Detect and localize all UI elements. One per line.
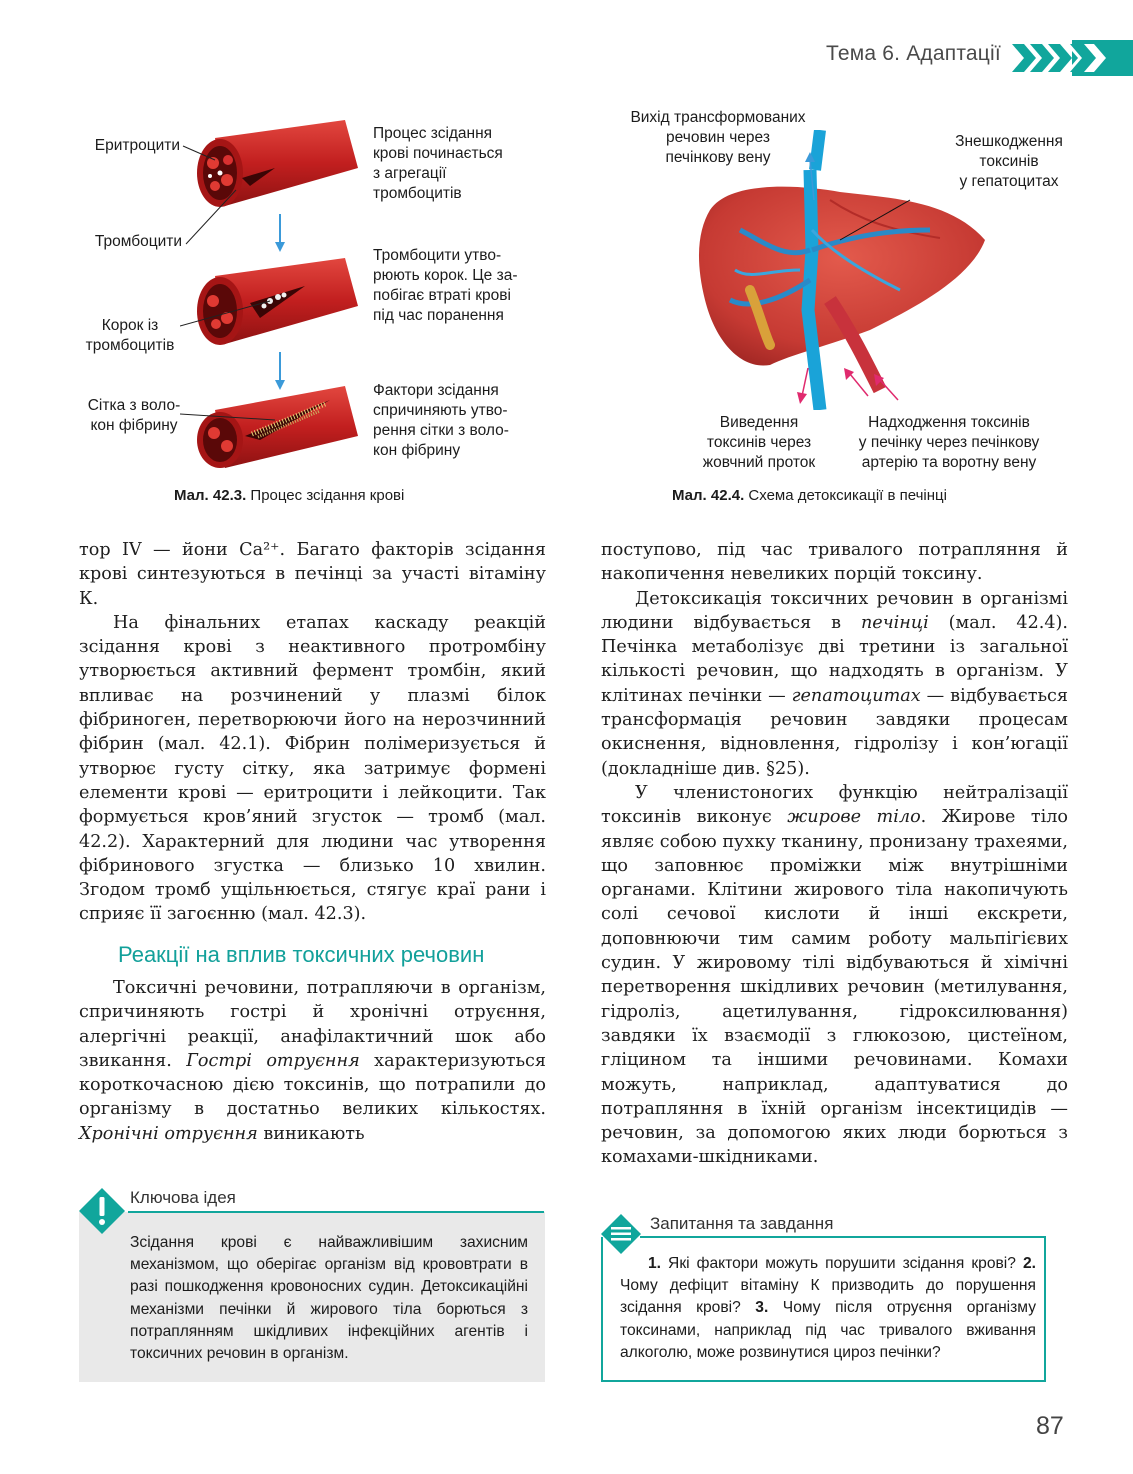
chapter-title: Тема 6. Адаптації (826, 42, 1001, 65)
label-thrombocytes: Тромбоцити (94, 233, 182, 250)
label-exit-hepatic-vein: Вихід трансформованих речовин через печінкову вену (630, 109, 806, 166)
vessel-stage-1 (197, 120, 358, 207)
chevron-banner-icon (1010, 40, 1133, 76)
left-column (79, 538, 546, 927)
paragraph: Токсичні речовини, потрапляючи в організм, спричиняють гострі й хронічні отруєння, алергічні реакції, анафілактичний шок або звикання. Гострі отруєння характеризуються короткочасною дією токсинів, що потрапили до організму в достатньо великих кількостях. Хронічні отруєння виникають (79, 978, 546, 1144)
questions-title: Запитання та завдання (650, 1214, 834, 1233)
left-column-continued (79, 976, 546, 1146)
list-icon (601, 1214, 641, 1254)
label-toxin-intake: Надходження токсинів у печінку через печінкову артерію та воротну вену (858, 414, 1040, 471)
questions-divider (640, 1236, 1046, 1238)
clotting-illustration (180, 118, 370, 468)
key-idea-divider (128, 1211, 544, 1213)
key-idea-title: Ключова ідея (130, 1188, 236, 1207)
vessel-stage-2 (197, 258, 358, 345)
key-idea-text: Зсідання крові є найважливішим захисним механізмом, що оберігає організм від крововтрати в разі пошкодження кровоносних судин. Детоксикаційні механізми печінки й жирового тіла борються з потраплянням шкідливих інфекційних агентів і токсичних речовин в організм. (130, 1234, 528, 1363)
label-platelet-plug: Корок із тромбоцитів (85, 317, 175, 354)
paragraph: тор IV — йони Ca²⁺. Багато факторів зсідання крові синтезуються в печінці за участі вітаміну К. (79, 540, 546, 609)
label-neutralization: Знешкодження токсинів у гепатоцитах (955, 133, 1063, 190)
label-bile-duct-removal: Виведення токсинів через жовчний проток (702, 414, 816, 471)
paragraph: поступово, під час тривалого потрапляння й накопичення невеликих порцій токсину. (601, 540, 1068, 585)
vessel-stage-3 (197, 386, 358, 468)
step2-text: Тромбоцити утво- рюють корок. Це за- побігає втраті крові під час поранення (373, 247, 518, 324)
step1-text: Процес зсідання крові починається з агрегації тромбоцитів (373, 125, 503, 202)
right-column (601, 538, 1068, 1170)
label-fibrin-mesh: Сітка з воло- кон фібрину (87, 397, 181, 434)
section-heading: Реакції на вплив токсичних речовин (118, 942, 485, 967)
label-erythrocytes: Еритроцити (94, 137, 180, 154)
paragraph: У членистоногих функцію нейтралізації токсинів виконує жирове тіло. Жирове тіло являє собою пухку тканину, пронизану трахеями, що заповнює проміжки між внутрішніми органами. Клітини жирового тіла накопичують солі сечової кислоти й інші екскрети, доповнюючи тим самим роботу мальпігієвих судин. У жировому тілі відбуваються й хімічні перетворення шкідливих речовин (метилування, гідроліз, ацетилування, гідроксилювання) завдяки їх взаємодії з глюкозою, цистеїном, гліцином та іншими речовинами. Комахи можуть, наприклад, адаптуватися до потрапляння в їхній організм інсектицидів — речовин, за допомогою яких люди борються з комахами-шкідниками. (601, 782, 1068, 1168)
exclamation-icon (79, 1188, 125, 1234)
paragraph: Детоксикація токсичних речовин в організмі людини відбувається в печінці (мал. 42.4). Печінка метаболізує дві третини із загальної кількості речовин, що надходять в організм. У клітинах печінки — гепатоцитах — відбувається трансформація речовин завдяки процесам окиснення, відновлення, гідролізу і кон’югації (докладніше див. §25). (601, 588, 1069, 779)
step3-text: Фактори зсідання спричиняють утво- рення сітки з воло- кон фібрину (373, 382, 509, 459)
figure-caption-42-3: Мал. 42.3. Процес зсідання крові (174, 487, 405, 504)
figure-caption-42-4: Мал. 42.4. Схема детоксикації в печінці (672, 487, 947, 504)
page-number: 87 (1036, 1412, 1064, 1440)
questions-text: 1. Які фактори можуть порушити зсідання крові? 2. Чому дефіцит вітаміну К призводить до порушення зсідання крові? 3. Чому після отруєння організму токсинами, наприклад під час тривалого вживання алкоголю, може розвинутися цироз печінки? (620, 1255, 1036, 1361)
paragraph: На фінальних етапах каскаду реакцій зсідання крові з неактивного протромбіну утворюється активний фермент тромбін, який впливає на розчинений у плазмі білок фібриноген, перетворюючи його на нерозчинний фібрин (мал. 42.1). Фібрин полімеризується й утворює густу сітку, яка затримує формені елементи крові — еритроцити і лейкоцити. Так формується кров’яний згусток — тромб (мал. 42.2). Характерний для людини час утворення фібринового згустка — близько 10 хвилин. Згодом тромб ущільнюється, стягує краї рани і сприяє її загоєнню (мал. 42.3). (79, 612, 546, 925)
